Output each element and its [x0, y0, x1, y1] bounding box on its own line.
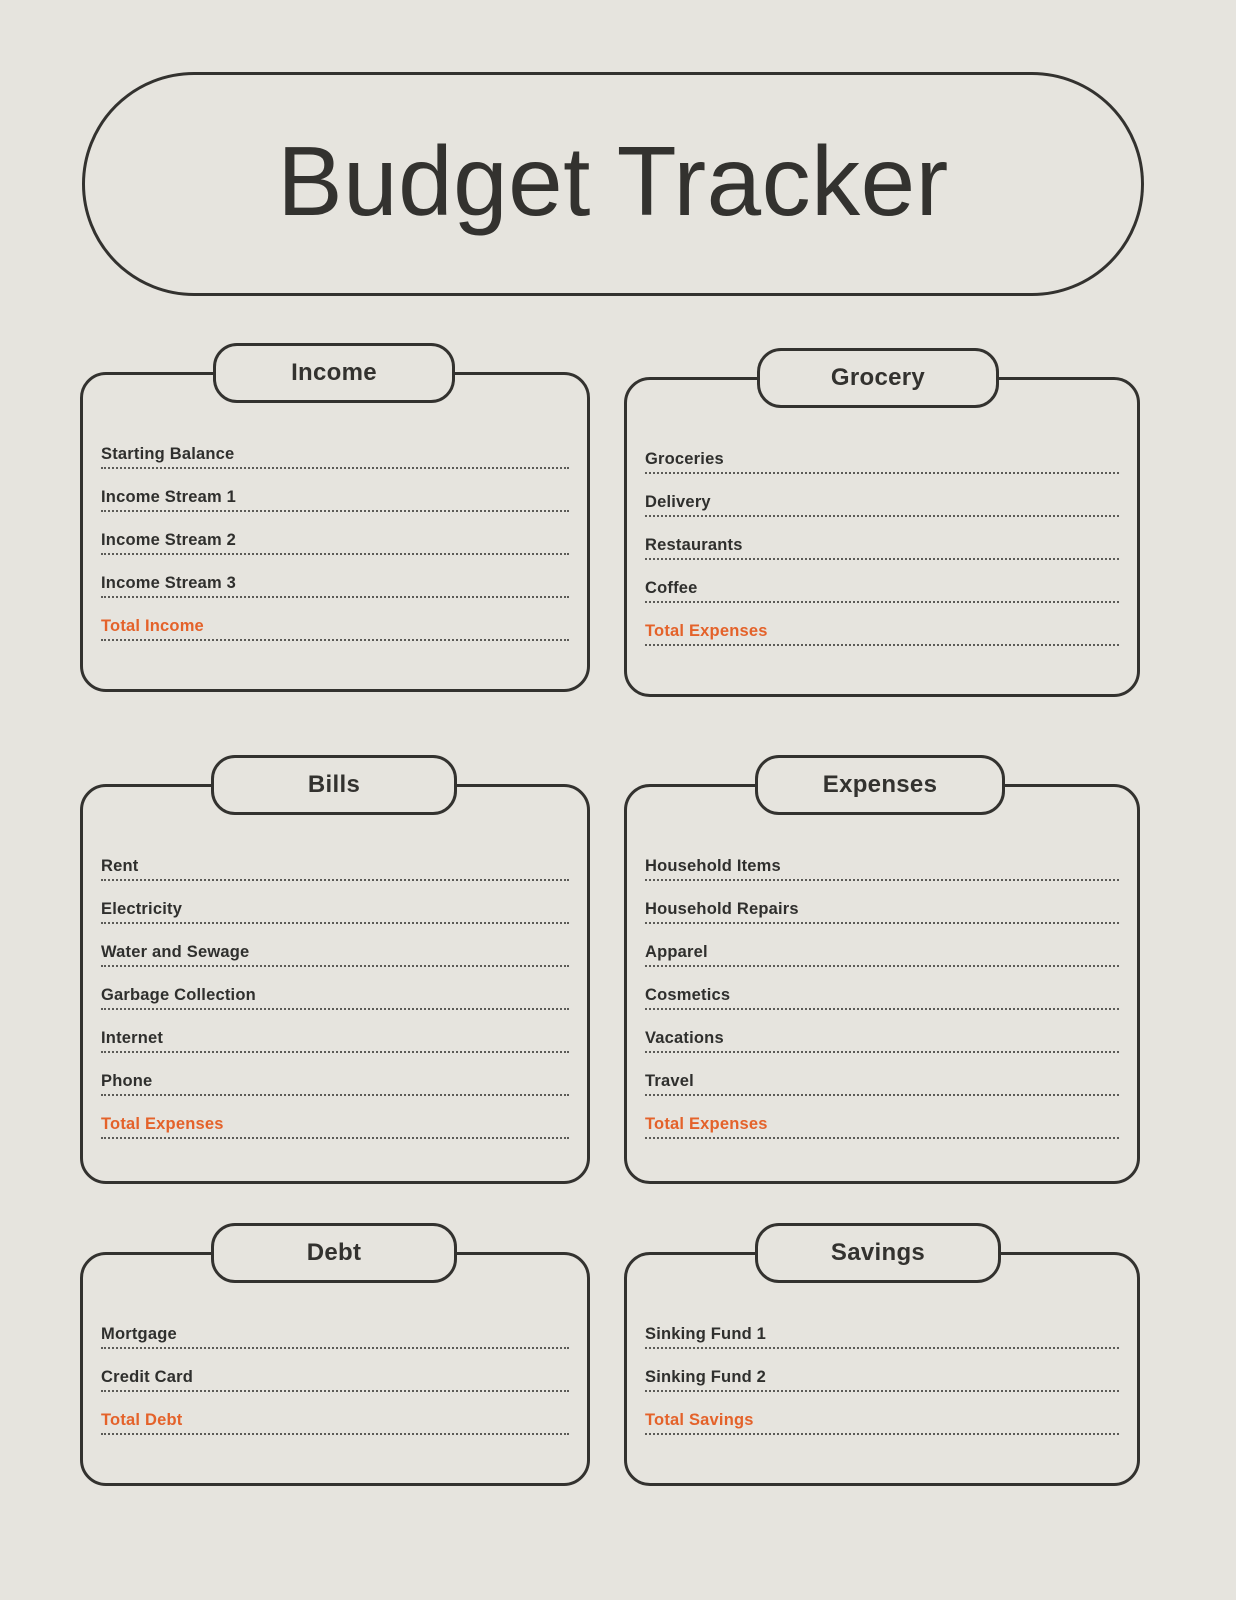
section-card-bills	[80, 771, 590, 1184]
total-row[interactable]	[645, 1395, 1119, 1438]
line-item-write-in-field[interactable]	[645, 515, 1119, 517]
line-item-row[interactable]	[101, 1013, 569, 1056]
line-item-write-in-field[interactable]	[645, 472, 1119, 474]
line-item-label: Mortgage	[101, 1325, 177, 1343]
line-item-label: Starting Balance	[101, 445, 235, 463]
line-item-row[interactable]	[645, 1352, 1119, 1395]
total-row[interactable]	[645, 1099, 1119, 1142]
line-item-write-in-field[interactable]	[645, 879, 1119, 881]
section-title-expenses: Expenses	[822, 771, 938, 798]
line-item-row[interactable]	[101, 1056, 569, 1099]
line-item-row[interactable]	[645, 1013, 1119, 1056]
line-item-label: Groceries	[645, 450, 724, 468]
line-item-write-in-field[interactable]	[101, 639, 569, 641]
line-item-write-in-field[interactable]	[645, 922, 1119, 924]
line-item-label: Rent	[101, 857, 139, 875]
line-item-write-in-field[interactable]	[645, 1094, 1119, 1096]
line-item-write-in-field[interactable]	[645, 558, 1119, 560]
section-tab-debt	[211, 1223, 457, 1283]
line-item-write-in-field[interactable]	[101, 879, 569, 881]
line-item-label: Phone	[101, 1072, 153, 1090]
line-item-label: Travel	[645, 1072, 694, 1090]
line-item-row[interactable]	[645, 970, 1119, 1013]
section-rows-expenses	[627, 787, 1137, 1142]
line-item-label: Total Savings	[645, 1411, 754, 1429]
line-item-label: Internet	[101, 1029, 164, 1047]
line-item-write-in-field[interactable]	[645, 1051, 1119, 1053]
section-card-debt	[80, 1239, 590, 1486]
line-item-label: Electricity	[101, 900, 183, 918]
line-item-row[interactable]	[101, 841, 569, 884]
page-title: Budget Tracker	[277, 126, 949, 236]
line-item-row[interactable]	[101, 515, 569, 558]
section-tab-grocery	[757, 348, 999, 408]
line-item-write-in-field[interactable]	[101, 1347, 569, 1349]
section-card-expenses	[624, 771, 1140, 1184]
line-item-row[interactable]	[645, 1056, 1119, 1099]
line-item-row[interactable]	[645, 884, 1119, 927]
line-item-write-in-field[interactable]	[645, 1008, 1119, 1010]
line-item-label: Household Repairs	[645, 900, 799, 918]
line-item-write-in-field[interactable]	[101, 596, 569, 598]
section-rows-income	[83, 375, 587, 644]
line-item-row[interactable]	[645, 841, 1119, 884]
line-item-label: Delivery	[645, 493, 711, 511]
line-item-write-in-field[interactable]	[101, 1137, 569, 1139]
line-item-write-in-field[interactable]	[645, 601, 1119, 603]
line-item-row[interactable]	[645, 927, 1119, 970]
page-title-frame	[82, 72, 1144, 296]
line-item-row[interactable]	[645, 520, 1119, 563]
line-item-label: Garbage Collection	[101, 986, 256, 1004]
line-item-row[interactable]	[645, 434, 1119, 477]
line-item-label: Restaurants	[645, 536, 743, 554]
line-item-write-in-field[interactable]	[101, 965, 569, 967]
line-item-row[interactable]	[101, 970, 569, 1013]
line-item-write-in-field[interactable]	[101, 1008, 569, 1010]
line-item-row[interactable]	[101, 1352, 569, 1395]
line-item-label: Credit Card	[101, 1368, 194, 1386]
section-card-grocery	[624, 364, 1140, 697]
line-item-row[interactable]	[645, 1309, 1119, 1352]
line-item-label: Sinking Fund 1	[645, 1325, 767, 1343]
line-item-label: Household Items	[645, 857, 781, 875]
line-item-write-in-field[interactable]	[101, 922, 569, 924]
section-title-bills: Bills	[307, 771, 361, 798]
line-item-label: Total Expenses	[101, 1115, 224, 1133]
line-item-label: Total Debt	[101, 1411, 183, 1429]
section-title-debt: Debt	[306, 1239, 362, 1266]
line-item-label: Sinking Fund 2	[645, 1368, 767, 1386]
total-row[interactable]	[101, 1099, 569, 1142]
section-rows-grocery	[627, 380, 1137, 649]
line-item-write-in-field[interactable]	[645, 1433, 1119, 1435]
line-item-write-in-field[interactable]	[645, 1390, 1119, 1392]
line-item-row[interactable]	[101, 927, 569, 970]
line-item-write-in-field[interactable]	[101, 467, 569, 469]
section-tab-expenses	[755, 755, 1005, 815]
section-card-savings	[624, 1239, 1140, 1486]
line-item-label: Income Stream 2	[101, 531, 237, 549]
line-item-label: Total Expenses	[645, 1115, 768, 1133]
line-item-label: Cosmetics	[645, 986, 731, 1004]
line-item-label: Total Expenses	[645, 622, 768, 640]
line-item-label: Apparel	[645, 943, 708, 961]
line-item-label: Income Stream 1	[101, 488, 237, 506]
line-item-write-in-field[interactable]	[101, 1433, 569, 1435]
section-tab-income	[213, 343, 455, 403]
line-item-write-in-field[interactable]	[101, 553, 569, 555]
total-row[interactable]	[645, 606, 1119, 649]
section-tab-savings	[755, 1223, 1001, 1283]
section-rows-bills	[83, 787, 587, 1142]
section-title-grocery: Grocery	[830, 364, 926, 391]
line-item-write-in-field[interactable]	[101, 1094, 569, 1096]
line-item-label: Coffee	[645, 579, 698, 597]
total-row[interactable]	[101, 1395, 569, 1438]
line-item-write-in-field[interactable]	[645, 1347, 1119, 1349]
line-item-write-in-field[interactable]	[101, 1390, 569, 1392]
section-title-income: Income	[291, 359, 377, 386]
section-title-savings: Savings	[830, 1239, 926, 1266]
line-item-label: Income Stream 3	[101, 574, 237, 592]
line-item-row[interactable]	[101, 429, 569, 472]
section-tab-bills	[211, 755, 457, 815]
line-item-write-in-field[interactable]	[645, 644, 1119, 646]
section-card-income	[80, 359, 590, 692]
line-item-row[interactable]	[645, 563, 1119, 606]
line-item-row[interactable]	[645, 477, 1119, 520]
line-item-write-in-field[interactable]	[101, 1051, 569, 1053]
line-item-label: Vacations	[645, 1029, 724, 1047]
line-item-row[interactable]	[101, 558, 569, 601]
line-item-row[interactable]	[101, 1309, 569, 1352]
line-item-write-in-field[interactable]	[645, 965, 1119, 967]
line-item-row[interactable]	[101, 472, 569, 515]
total-row[interactable]	[101, 601, 569, 644]
line-item-write-in-field[interactable]	[101, 510, 569, 512]
line-item-label: Total Income	[101, 617, 204, 635]
line-item-label: Water and Sewage	[101, 943, 250, 961]
line-item-write-in-field[interactable]	[645, 1137, 1119, 1139]
line-item-row[interactable]	[101, 884, 569, 927]
